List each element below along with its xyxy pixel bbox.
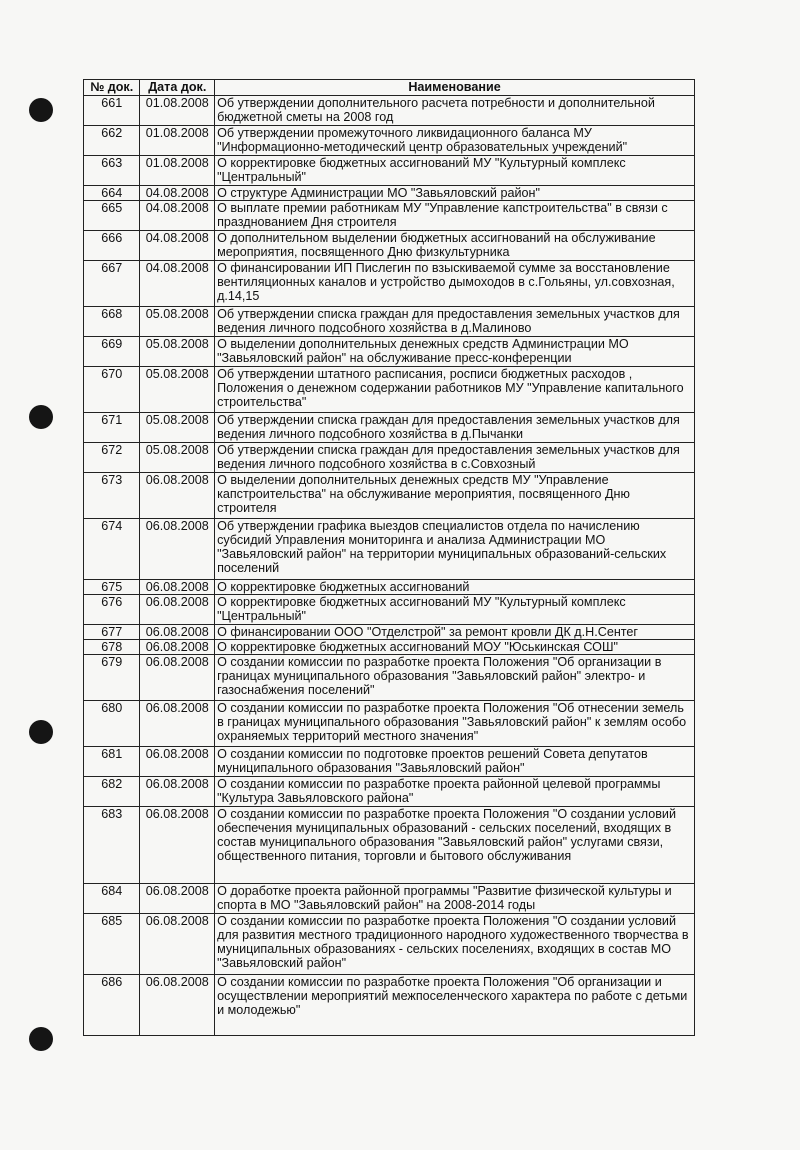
table-row [84,595,695,625]
table-row [84,914,695,975]
doc-number: 667 [84,261,140,307]
doc-number: 679 [84,655,140,701]
doc-date: 06.08.2008 [140,655,215,701]
doc-date: 01.08.2008 [140,156,215,186]
doc-title: О корректировке бюджетных ассигнований МОУ "Юськинская СОШ" [215,640,695,655]
doc-date: 01.08.2008 [140,126,215,156]
doc-number: 682 [84,777,140,807]
doc-date: 05.08.2008 [140,443,215,473]
doc-title: Об утверждении графика выездов специалистов отдела по начислению субсидий Управления мониторинга и анализа Администрации МО "Завьяловский район" на территории муниципальных образований-сельских поселений [215,519,695,580]
table-row [84,473,695,519]
doc-title: О создании комиссии по разработке проекта Положения "О создании условий обеспечения муниципальных образований - сельских поселений, входящих в состав муниципального образования "Завьяловский район" услугами связи, общественного питания, торговли и бытового обслуживания [215,807,695,884]
doc-date: 06.08.2008 [140,473,215,519]
doc-date: 04.08.2008 [140,186,215,201]
doc-number: 672 [84,443,140,473]
table-row [84,625,695,640]
doc-title: О выделении дополнительных денежных средств Администрации МО "Завьяловский район" на обслуживание пресс-конференции [215,337,695,367]
doc-date: 06.08.2008 [140,580,215,595]
table-row [84,96,695,126]
doc-title: О создании комиссии по разработке проекта Положения "Об отнесении земель в границах муниципального образования "Завьяловский район" к землям особо охраняемых территорий местного значения" [215,701,695,747]
doc-title: О дополнительном выделении бюджетных ассигнований на обслуживание мероприятия, посвященного Дню физкультурника [215,231,695,261]
doc-title: Об утверждении списка граждан для предоставления земельных участков для ведения личного подсобного хозяйства в д.Малиново [215,307,695,337]
doc-number: 675 [84,580,140,595]
table-row [84,777,695,807]
table-row [84,747,695,777]
doc-title: Об утверждении штатного расписания, росписи бюджетных расходов , Положения о денежном содержании работников МУ "Управление капитального строительства" [215,367,695,413]
doc-number: 668 [84,307,140,337]
doc-date: 05.08.2008 [140,307,215,337]
doc-date: 06.08.2008 [140,975,215,1036]
doc-number: 686 [84,975,140,1036]
table-header-row [84,80,695,96]
doc-date: 06.08.2008 [140,640,215,655]
doc-title: О создании комиссии по разработке проекта Положения "Об организации в границах муниципального образования "Завьяловский район" электро- и газоснабжения поселений" [215,655,695,701]
doc-number: 673 [84,473,140,519]
doc-date: 06.08.2008 [140,914,215,975]
table-row [84,975,695,1036]
doc-number: 677 [84,625,140,640]
doc-title: Об утверждении списка граждан для предоставления земельных участков для ведения личного подсобного хозяйства в с.Совхозный [215,443,695,473]
doc-title: О выплате премии работникам МУ "Управление капстроительства" в связи с празднованием Дня строителя [215,201,695,231]
doc-title: О финансировании ООО "Отделстрой" за ремонт кровли ДК д.Н.Сентег [215,625,695,640]
doc-number: 670 [84,367,140,413]
doc-date: 04.08.2008 [140,231,215,261]
doc-title: Об утверждении дополнительного расчета потребности и дополнительной бюджетной сметы на 2008 год [215,96,695,126]
punch-hole-4 [29,1027,53,1051]
table-row [84,367,695,413]
doc-number: 663 [84,156,140,186]
doc-date: 06.08.2008 [140,777,215,807]
doc-number: 680 [84,701,140,747]
doc-date: 05.08.2008 [140,367,215,413]
doc-title: О структуре Администрации МО "Завьяловский район" [215,186,695,201]
table-row [84,884,695,914]
doc-number: 683 [84,807,140,884]
doc-date: 06.08.2008 [140,701,215,747]
table-row [84,807,695,884]
table-row [84,519,695,580]
doc-title: О доработке проекта районной программы "Развитие физической культуры и спорта в МО "Завьяловский район" на 2008-2014 годы [215,884,695,914]
doc-date: 06.08.2008 [140,747,215,777]
doc-title: О выделении дополнительных денежных средств МУ "Управление капстроительства" на обслуживание мероприятия, посвященного Дню строителя [215,473,695,519]
doc-number: 684 [84,884,140,914]
header-date: Дата док. [140,80,215,96]
doc-title: Об утверждении списка граждан для предоставления земельных участков для ведения личного подсобного хозяйства в д.Пычанки [215,413,695,443]
doc-date: 05.08.2008 [140,413,215,443]
doc-date: 06.08.2008 [140,519,215,580]
table-row [84,231,695,261]
table-row [84,201,695,231]
doc-title: О финансировании ИП Пислегин по взыскиваемой сумме за восстановление вентиляционных каналов и устройство дымоходов в с.Гольяны, ул.совхозная, д.14,15 [215,261,695,307]
doc-title: Об утверждении промежуточного ликвидационного баланса МУ "Информационно-методический центр образовательных учреждений" [215,126,695,156]
table-row [84,156,695,186]
table-row [84,640,695,655]
table-row [84,337,695,367]
table-row [84,261,695,307]
table-row [84,443,695,473]
doc-title: О создании комиссии по подготовке проектов решений Совета депутатов муниципального образования "Завьяловский район" [215,747,695,777]
table-row [84,307,695,337]
doc-title: О создании комиссии по разработке проекта Положения "О создании условий для развития местного традиционного народного художественного творчества в муниципальных образованиях - сельских поселениях, входящих в состав МО "Завьяловский район" [215,914,695,975]
punch-hole-3 [29,720,53,744]
doc-number: 666 [84,231,140,261]
header-title: Наименование [215,80,695,96]
punch-hole-2 [29,405,53,429]
doc-number: 669 [84,337,140,367]
doc-date: 01.08.2008 [140,96,215,126]
doc-number: 685 [84,914,140,975]
table-row [84,413,695,443]
table-row [84,655,695,701]
doc-number: 676 [84,595,140,625]
doc-title: О корректировке бюджетных ассигнований МУ "Культурный комплекс "Центральный" [215,156,695,186]
doc-date: 06.08.2008 [140,884,215,914]
doc-number: 678 [84,640,140,655]
header-number: № док. [84,80,140,96]
doc-number: 661 [84,96,140,126]
doc-number: 674 [84,519,140,580]
doc-number: 662 [84,126,140,156]
doc-number: 665 [84,201,140,231]
doc-number: 681 [84,747,140,777]
table-row [84,126,695,156]
doc-title: О создании комиссии по разработке проекта районной целевой программы "Культура Завьяловского района" [215,777,695,807]
table-row [84,701,695,747]
doc-date: 06.08.2008 [140,595,215,625]
doc-title: О создании комиссии по разработке проекта Положения "Об организации и осуществлении мероприятий межпоселенческого характера по работе с детьми и молодежью" [215,975,695,1036]
doc-title: О корректировке бюджетных ассигнований [215,580,695,595]
table-row [84,580,695,595]
documents-table [83,79,695,1036]
doc-number: 664 [84,186,140,201]
table-row [84,186,695,201]
punch-hole-1 [29,98,53,122]
doc-date: 04.08.2008 [140,201,215,231]
doc-number: 671 [84,413,140,443]
doc-date: 05.08.2008 [140,337,215,367]
doc-title: О корректировке бюджетных ассигнований МУ "Культурный комплекс "Центральный" [215,595,695,625]
doc-date: 06.08.2008 [140,625,215,640]
doc-date: 06.08.2008 [140,807,215,884]
doc-date: 04.08.2008 [140,261,215,307]
